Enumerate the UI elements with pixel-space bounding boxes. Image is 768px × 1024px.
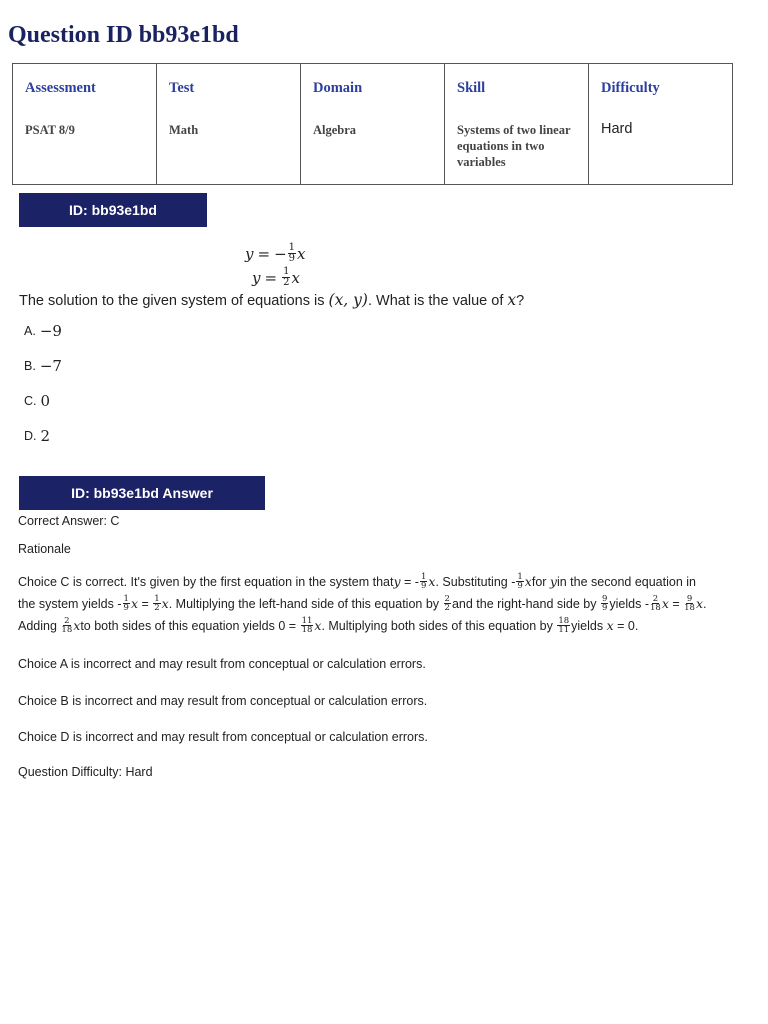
choice-b[interactable]	[24, 357, 62, 375]
rationale-line-1: Choice C is correct. It's given by the first equation in the system that y = - $\frac{1}{9}$ x . Substituting - $\frac{1}{9}$ x for y in the second equation in	[18, 572, 696, 591]
question-prompt: The solution to the given system of equations is (x, y). What is the value of x?	[19, 291, 525, 309]
test-header: Test	[169, 80, 195, 96]
rationale-line-2: the system yields - $\frac{1}{9}$ x = $\frac{1}{2}$ x . Multiplying the left-hand side of this equation by $\frac{2}{2}$ and the right-hand side by $\frac{9}{9}$ yields - $\frac{2}{18}$ x = $\frac{9}{18}$ x .	[18, 594, 707, 613]
choice-letter: A.	[24, 324, 36, 338]
equation-1: y = − $\frac{1}{9}$ x	[245, 242, 306, 264]
choice-a-explanation: Choice A is incorrect and may result from conceptual or calculation errors.	[18, 657, 426, 671]
choice-value: −9	[39, 322, 62, 340]
difficulty-value: Hard	[601, 121, 633, 137]
domain-value: Algebra	[313, 123, 357, 137]
choice-a[interactable]	[24, 322, 62, 340]
rationale-label: Rationale	[18, 542, 71, 556]
choice-value: −7	[39, 357, 62, 375]
test-cell	[157, 64, 301, 185]
question-metadata-table	[12, 63, 733, 185]
difficulty-cell	[589, 64, 733, 185]
skill-header: Skill	[457, 80, 486, 96]
choice-c[interactable]	[24, 392, 50, 410]
answer-id-banner: ID: bb93e1bd Answer	[19, 476, 265, 510]
choice-letter: C.	[24, 394, 37, 408]
assessment-cell	[13, 64, 157, 185]
rationale-line-3: Adding $\frac{2}{18}$ x to both sides of this equation yields 0 = $\frac{11}{18}$ x . Multiplying both sides of this equation by $\frac{18}{11}$ yields x = 0.	[18, 616, 639, 635]
page-title: Question ID bb93e1bd	[8, 22, 239, 48]
choice-d[interactable]	[24, 427, 50, 445]
choice-letter: D.	[24, 429, 37, 443]
fraction: $\frac{1}{2}$	[283, 266, 290, 288]
correct-answer: Correct Answer: C	[18, 514, 120, 528]
choice-value: 0	[40, 392, 51, 410]
choice-b-explanation: Choice B is incorrect and may result from conceptual or calculation errors.	[18, 694, 428, 708]
skill-cell	[445, 64, 589, 185]
test-value: Math	[169, 123, 199, 137]
assessment-value: PSAT 8/9	[25, 123, 75, 137]
question-difficulty: Question Difficulty: Hard	[18, 765, 153, 779]
choice-d-explanation: Choice D is incorrect and may result from conceptual or calculation errors.	[18, 730, 428, 744]
domain-cell	[301, 64, 445, 185]
fraction: $\frac{1}{9}$	[288, 242, 296, 264]
choice-letter: B.	[24, 359, 36, 373]
choice-value: 2	[40, 427, 51, 445]
difficulty-header: Difficulty	[601, 80, 660, 96]
skill-value: Systems of two linear equations in two variables	[457, 123, 571, 169]
question-id-banner: ID: bb93e1bd	[19, 193, 207, 227]
assessment-header: Assessment	[25, 80, 96, 96]
equation-2: y = $\frac{1}{2}$ x	[252, 266, 300, 288]
domain-header: Domain	[313, 80, 363, 96]
